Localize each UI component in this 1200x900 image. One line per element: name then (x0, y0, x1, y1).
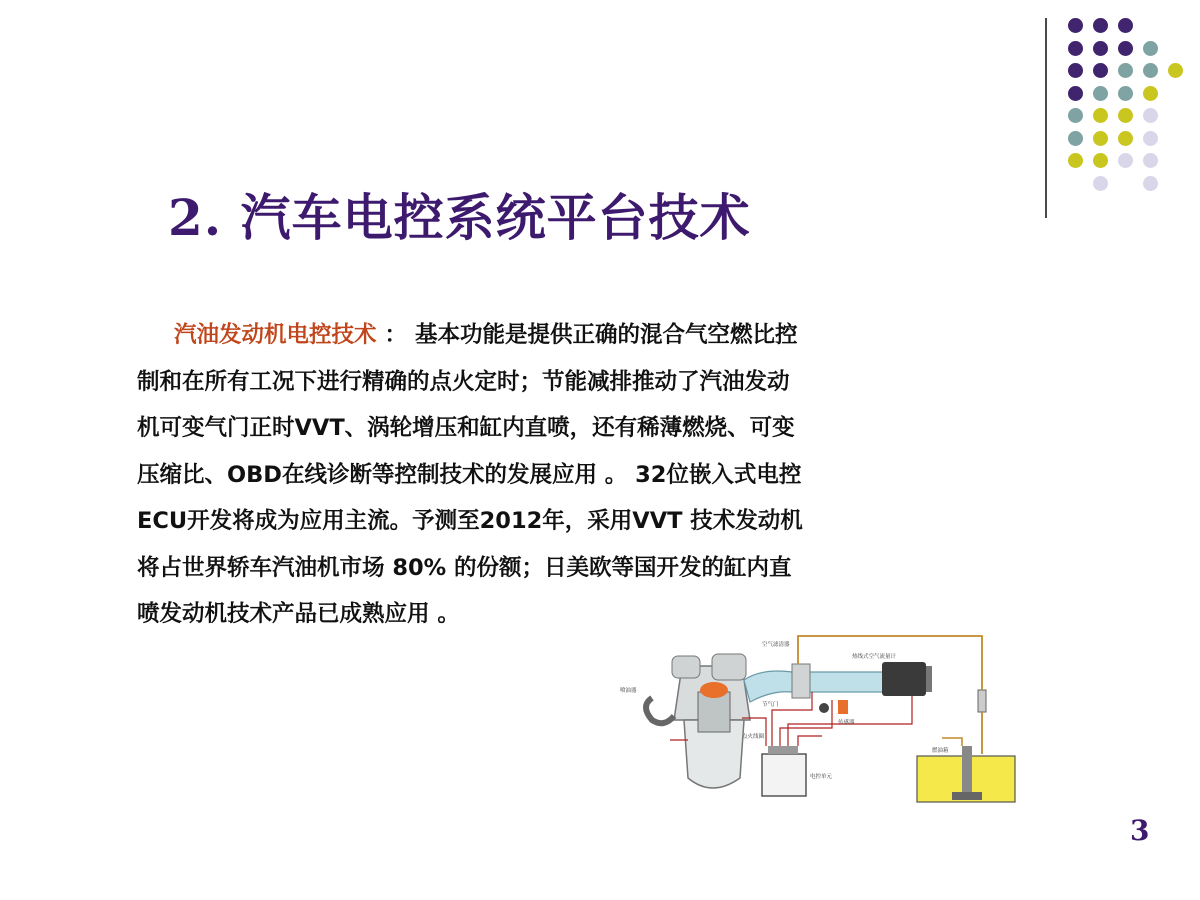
decorative-dot (1143, 86, 1158, 101)
injector-icon (838, 700, 848, 714)
decorative-dot (1118, 108, 1133, 123)
ecu-box-icon (762, 746, 806, 796)
body-line-7: 喷发动机技术产品已成熟应用 。 (137, 601, 460, 627)
lead-term: 汽油发动机电控技术 (174, 322, 377, 348)
decorative-vertical-rule (1045, 18, 1047, 218)
decorative-dot (1068, 86, 1083, 101)
body-paragraph (137, 312, 1007, 638)
decorative-dot (1093, 108, 1108, 123)
intake-pipe-icon (744, 662, 932, 702)
decorative-dot (1118, 86, 1133, 101)
body-line-2: 制和在所有工况下进行精确的点火定时；节能减排推动了汽油发动 (137, 368, 790, 395)
decorative-dot (1093, 63, 1108, 78)
decorative-dot (1118, 41, 1133, 56)
engine-control-diagram (612, 628, 1032, 810)
diagram-label-sensor: 传感器 (838, 720, 855, 726)
body-line-5: ECU开发将成为应用主流。予测至2012年，采用VVT 技术发动机 (137, 508, 803, 534)
engine-block-icon (646, 654, 750, 788)
decorative-dot (1093, 41, 1108, 56)
diagram-label-air-filter: 空气滤清器 (762, 642, 790, 648)
decorative-dot (1068, 131, 1083, 146)
decorative-dot (1068, 63, 1083, 78)
body-line-3: 机可变气门正时VVT、涡轮增压和缸内直喷，还有稀薄燃烧、可变 (137, 415, 795, 441)
diagram-label-maf: 热线式空气流量计 (852, 654, 897, 660)
lead-separator: ： (384, 322, 408, 348)
decorative-dot (1068, 153, 1083, 168)
decorative-dot (1068, 41, 1083, 56)
body-line-1 (137, 312, 1007, 359)
decorative-dot (1093, 131, 1108, 146)
diagram-label-ecu: 电控单元 (810, 774, 833, 780)
decorative-dot (1118, 18, 1133, 33)
decorative-dot (1168, 63, 1183, 78)
decorative-dot (1143, 63, 1158, 78)
decorative-dot (1143, 41, 1158, 56)
body-line-4: 压缩比、OBD在线诊断等控制技术的发展应用 。 32位嵌入式电控 (137, 461, 802, 488)
decorative-dot (1093, 86, 1108, 101)
diagram-label-tank: 燃油箱 (932, 748, 949, 754)
diagram-label-throttle: 节气门 (762, 702, 779, 708)
decorative-dot (1118, 131, 1133, 146)
decorative-dot (1118, 63, 1133, 78)
slide-title: 2. 汽车电控系统平台技术 (168, 188, 751, 247)
decorative-dot (1118, 153, 1133, 168)
fuel-tank-icon (917, 746, 1015, 802)
diagram-label-coil: 点火线圈 (742, 734, 765, 740)
decorative-dot (1143, 108, 1158, 123)
decorative-dot (1143, 176, 1158, 191)
decorative-dot-grid (1068, 18, 1188, 198)
decorative-dot (1068, 108, 1083, 123)
decorative-dot (1143, 131, 1158, 146)
body-line-1-text: 基本功能是提供正确的混合气空燃比控 (415, 322, 798, 348)
page-number: 3 (1130, 814, 1150, 847)
decorative-dot (1093, 153, 1108, 168)
decorative-dot (1068, 18, 1083, 33)
decorative-dot (1093, 176, 1108, 191)
fuel-filter-icon (978, 690, 986, 712)
diagram-label-injector: 喷油器 (620, 688, 637, 694)
sensor-icon (819, 703, 829, 713)
body-line-6: 将占世界轿车汽油机市场 80% 的份额；日美欧等国开发的缸内直 (137, 554, 792, 581)
decorative-dot (1093, 18, 1108, 33)
decorative-dot (1143, 153, 1158, 168)
